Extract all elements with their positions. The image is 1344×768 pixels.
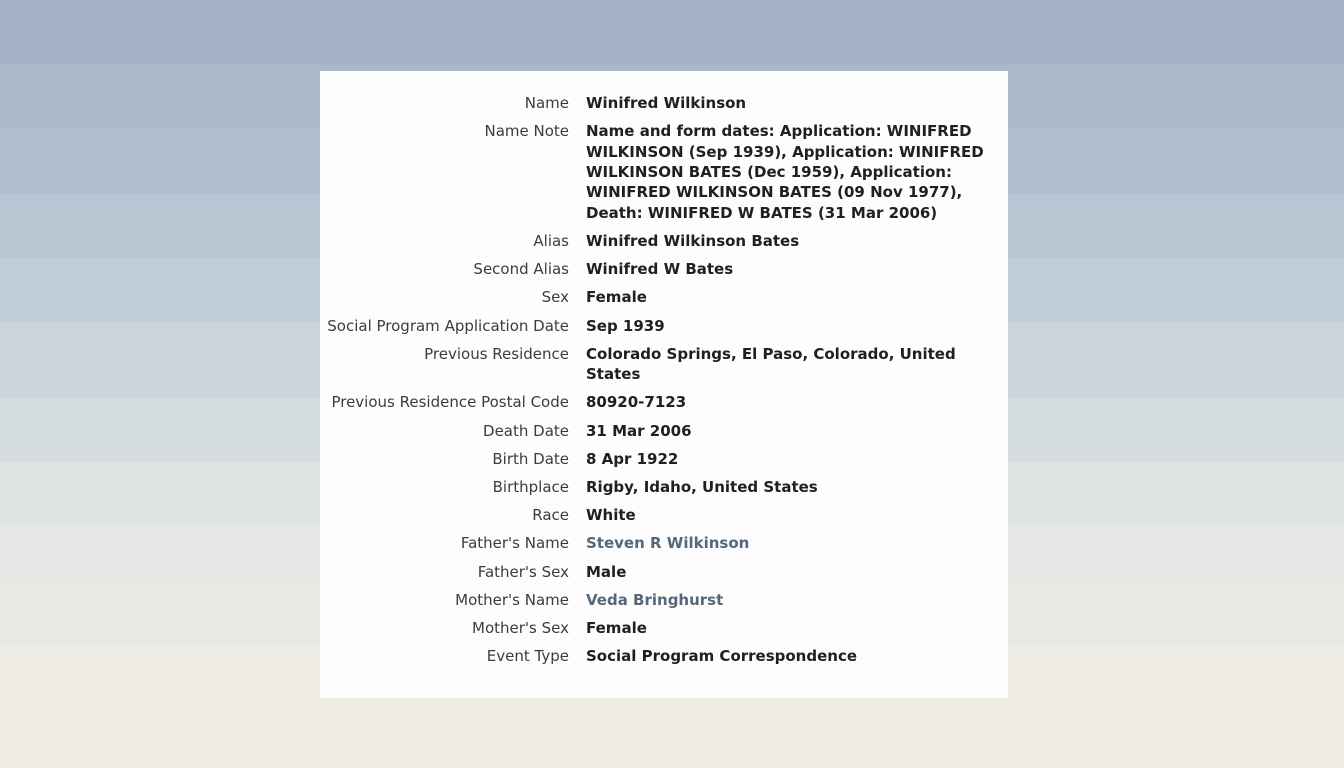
field-label: Previous Residence Postal Code bbox=[331, 393, 569, 412]
mothers-name-link[interactable]: Veda Bringhurst bbox=[586, 590, 724, 609]
record-row-race bbox=[320, 505, 1008, 533]
record-row-application-date bbox=[320, 316, 1008, 344]
field-value: Female bbox=[586, 288, 647, 307]
field-label: Father's Sex bbox=[477, 562, 569, 581]
field-label: Mother's Name bbox=[455, 590, 569, 609]
field-label: Mother's Sex bbox=[472, 619, 569, 638]
record-row-birthplace bbox=[320, 477, 1008, 505]
field-label: Name bbox=[524, 94, 569, 112]
field-label: Race bbox=[532, 506, 569, 525]
record-row-mothers-sex bbox=[320, 618, 1008, 646]
field-label: Previous Residence bbox=[424, 344, 569, 363]
field-value: Colorado Springs, El Paso, Colorado, United States bbox=[586, 344, 956, 384]
field-label: Second Alias bbox=[473, 260, 569, 279]
field-value: 31 Mar 2006 bbox=[586, 421, 692, 440]
field-label: Social Program Application Date bbox=[327, 316, 569, 335]
record-row-fathers-name bbox=[320, 533, 1008, 561]
record-row-sex bbox=[320, 287, 1008, 315]
record-row-name bbox=[320, 93, 1008, 121]
field-value: Winifred Wilkinson Bates bbox=[586, 232, 800, 251]
record-row-mothers-name bbox=[320, 590, 1008, 618]
record-row-fathers-sex bbox=[320, 562, 1008, 590]
field-label: Sex bbox=[541, 288, 569, 307]
record-row-previous-residence bbox=[320, 344, 1008, 393]
field-label: Birth Date bbox=[492, 449, 569, 468]
field-value: 80920-7123 bbox=[586, 393, 687, 412]
field-value: Male bbox=[586, 562, 627, 581]
field-value: Winifred Wilkinson bbox=[586, 94, 747, 112]
field-label: Name Note bbox=[484, 122, 569, 141]
record-row-name-note bbox=[320, 121, 1008, 231]
record-card bbox=[320, 71, 1008, 698]
record-details-table bbox=[320, 93, 1008, 674]
field-label: Birthplace bbox=[492, 478, 569, 497]
field-value: White bbox=[586, 506, 636, 525]
field-value: Rigby, Idaho, United States bbox=[586, 478, 818, 497]
field-value: Sep 1939 bbox=[586, 316, 665, 335]
field-label: Alias bbox=[533, 232, 569, 251]
field-value: 8 Apr 1922 bbox=[586, 449, 679, 468]
record-row-event-type bbox=[320, 646, 1008, 674]
field-label: Death Date bbox=[483, 421, 569, 440]
record-row-alias bbox=[320, 231, 1008, 259]
fathers-name-link[interactable]: Steven R Wilkinson bbox=[586, 534, 750, 553]
record-row-second-alias bbox=[320, 259, 1008, 287]
field-value: Name and form dates: Application: WINIFRED WILKINSON (Sep 1939), Application: WINIFRED WILKINSON BATES (Dec 1959), Application: WINIFRED WILKINSON BATES (09 Nov 1977), Death: WINIFRED W BATES (31 Mar 2006) bbox=[586, 122, 984, 222]
record-row-death-date bbox=[320, 421, 1008, 449]
field-value: Female bbox=[586, 619, 647, 638]
field-label: Event Type bbox=[486, 647, 569, 666]
field-value: Winifred W Bates bbox=[586, 260, 734, 279]
record-row-birth-date bbox=[320, 449, 1008, 477]
field-label: Father's Name bbox=[460, 534, 569, 553]
field-value: Social Program Correspondence bbox=[586, 647, 858, 666]
record-row-postal-code bbox=[320, 392, 1008, 420]
